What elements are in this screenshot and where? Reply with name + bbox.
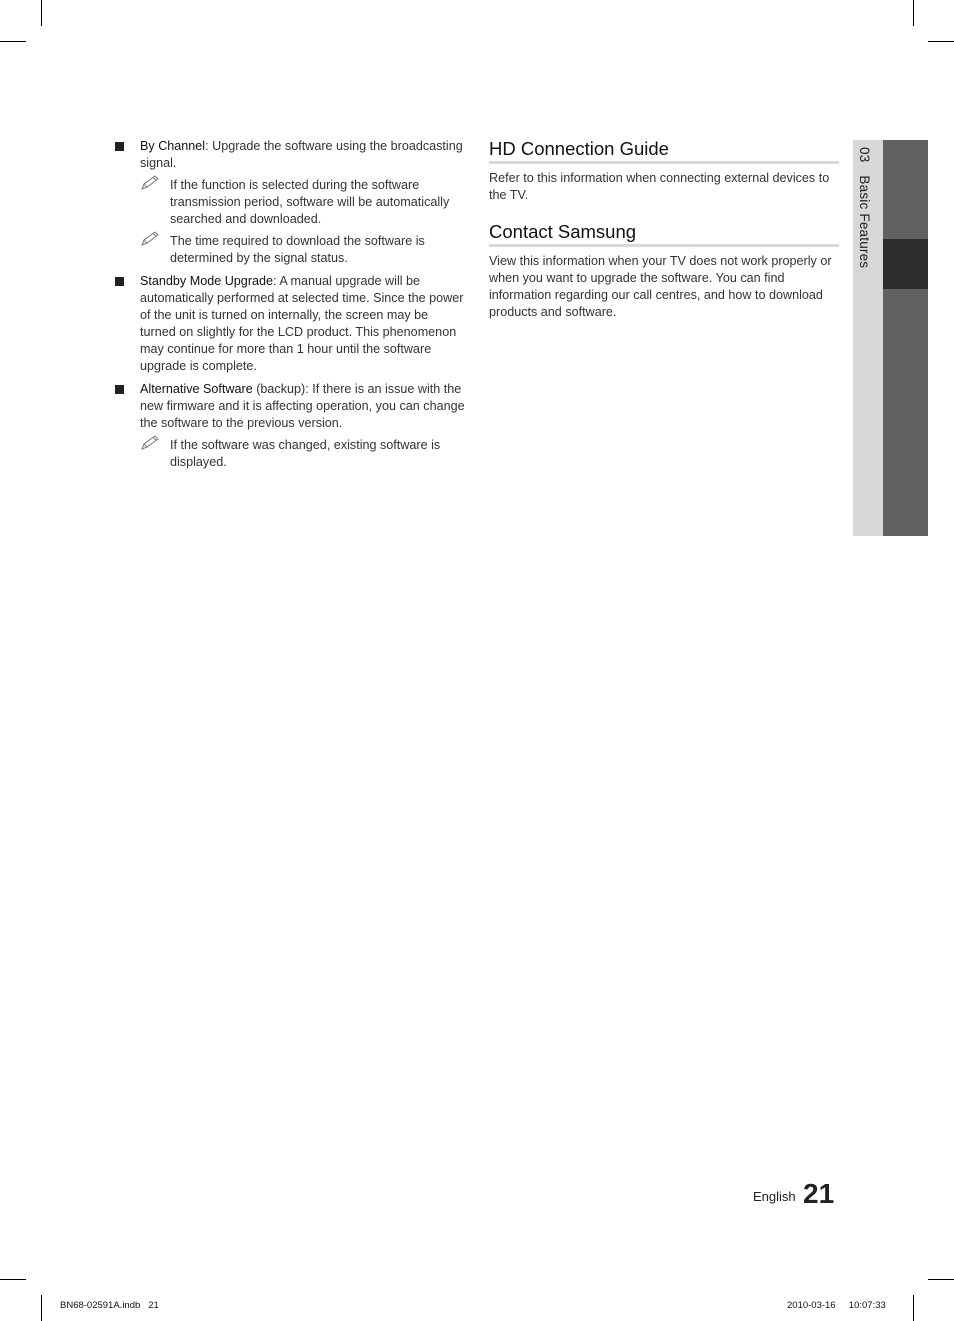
section-heading-contact-samsung: Contact Samsung [489,221,839,247]
list-item [113,273,465,375]
print-slug-datetime: 2010-03-16 10:07:33 [787,1300,886,1311]
note [140,177,465,228]
chapter-tab-label [857,147,872,268]
crop-mark [928,1279,954,1280]
chapter-tab-active-marker [883,239,928,289]
print-slug-file: BN68-02591A.indb 21 [60,1300,159,1311]
note-text: If the function is selected during the software transmission period, software will be automatically searched and downloaded. [170,178,450,226]
left-column [113,138,465,477]
list-item [113,138,465,267]
square-bullet-icon [115,385,124,394]
chapter-number: 03 [857,147,872,163]
note [140,437,465,471]
chapter-tab-strip [883,140,928,536]
section-heading-hd-connection-guide: HD Connection Guide [489,138,839,164]
note [140,233,465,267]
item-term: By Channel [140,139,206,153]
note-pencil-icon [140,231,162,247]
footer-language: English [753,1189,796,1204]
crop-mark [0,41,26,42]
square-bullet-icon [115,142,124,151]
item-text: : A manual upgrade will be automatically performed at selected time. Since the power of the unit is turned on internally, the screen may be turned on slightly for the LCD product. This phenomenon may continue for more than 1 hour until the software upgrade is complete. [140,274,464,373]
crop-mark [913,1295,914,1321]
section-body: Refer to this information when connecting external devices to the TV. [489,171,830,202]
note-pencil-icon [140,175,162,191]
item-term: Standby Mode Upgrade [140,274,274,288]
note-text: If the software was changed, existing software is displayed. [170,438,441,469]
list-item [113,381,465,471]
crop-mark [928,41,954,42]
item-text: : Upgrade the software using the broadcasting signal. [140,139,463,170]
page-number: 21 [803,1178,835,1209]
crop-mark [41,1295,42,1321]
item-term: Alternative Software [140,382,253,396]
crop-mark [913,0,914,26]
crop-mark [0,1279,26,1280]
square-bullet-icon [115,277,124,286]
chapter-title: Basic Features [857,175,872,269]
note-text: The time required to download the software is determined by the signal status. [170,234,425,265]
note-pencil-icon [140,435,162,451]
item-text: (backup): If there is an issue with the new firmware and it is affecting operation, you can change the software to the previous version. [140,382,465,430]
right-column [489,138,839,338]
section-body: View this information when your TV does not work properly or when you want to upgrade the software. You can find information regarding our call centres, and how to download products and software. [489,254,832,319]
crop-mark [41,0,42,26]
